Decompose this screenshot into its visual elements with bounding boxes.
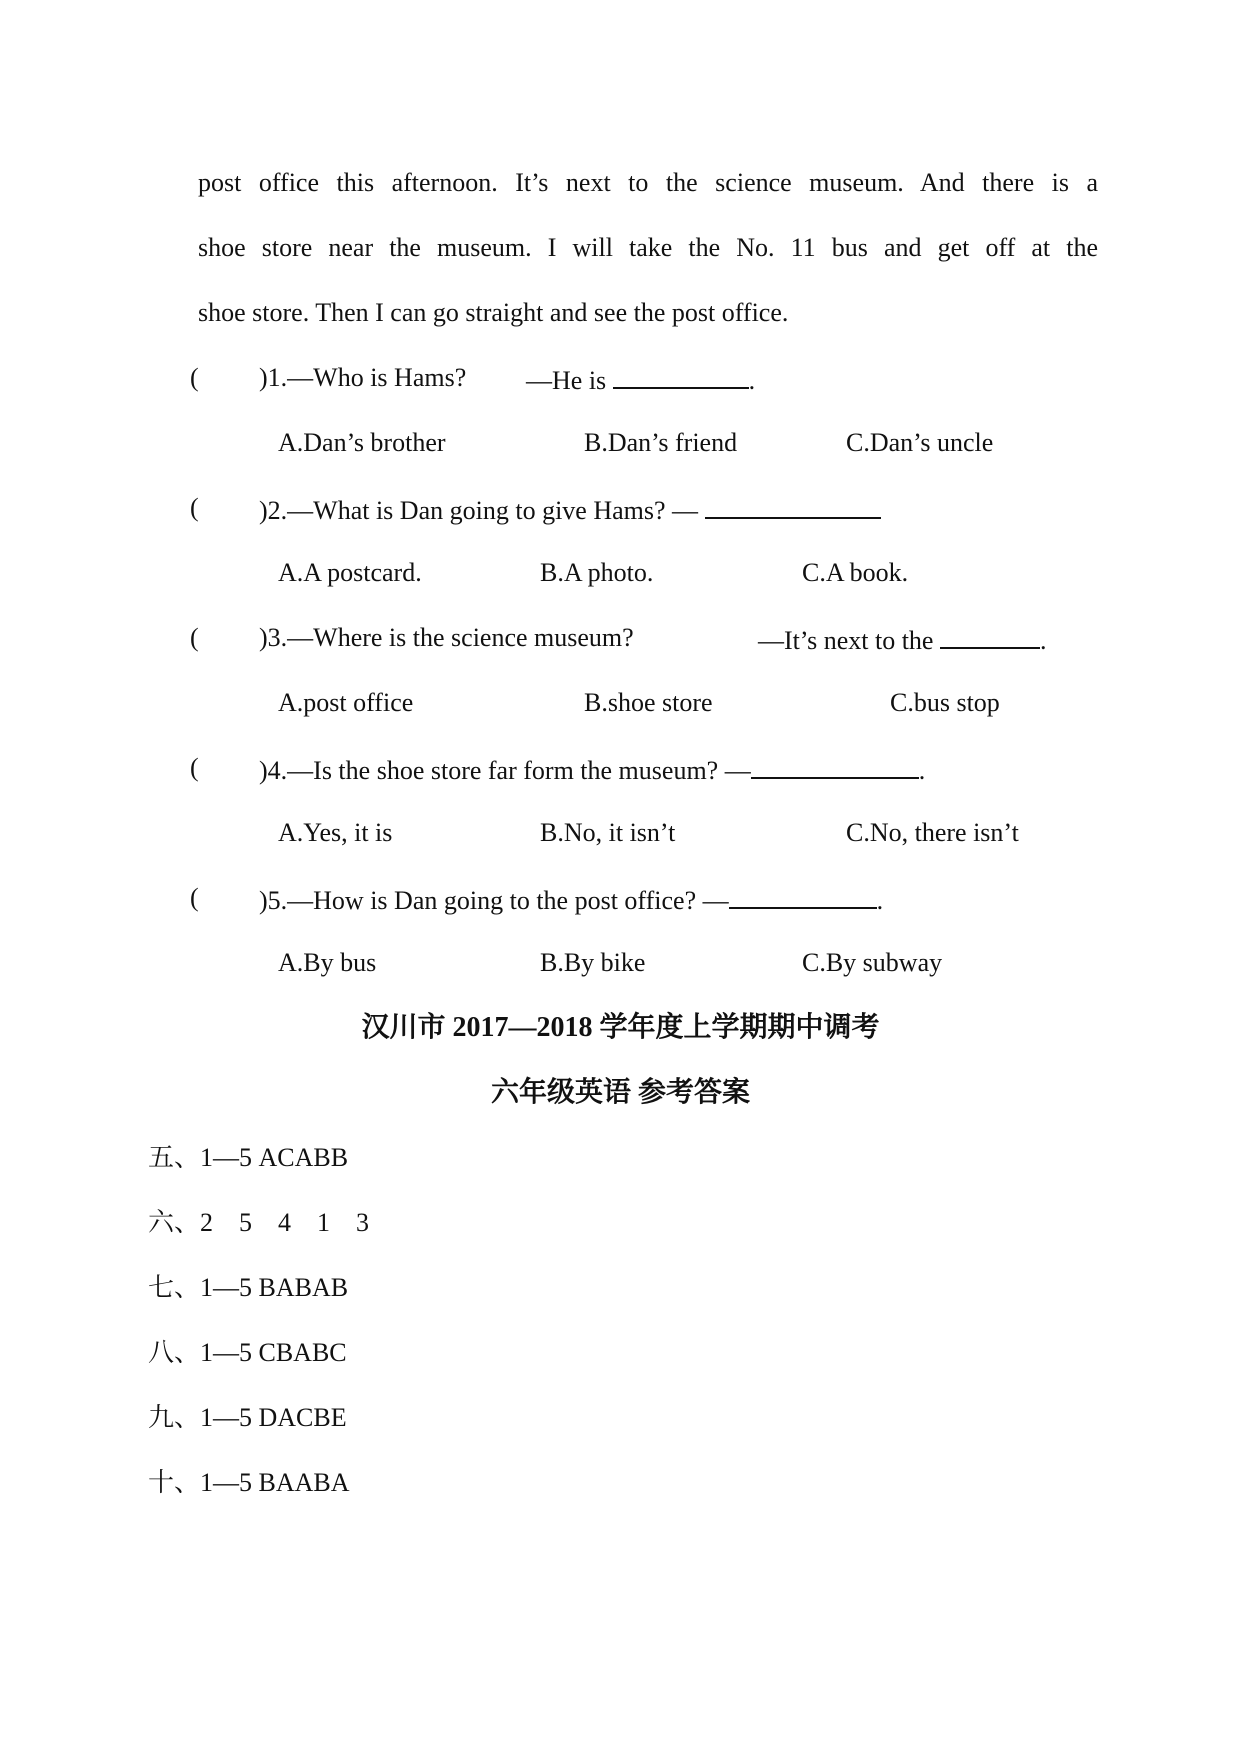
passage-line-2: shoe store near the museum. I will take the No. 11 bus and get off at the	[198, 233, 1098, 262]
option-c[interactable]: C.By subway	[802, 948, 943, 977]
answer-row: 七、1—5 BABAB	[148, 1273, 349, 1302]
answer-blank[interactable]	[751, 753, 919, 779]
option-b[interactable]: B.By bike	[540, 948, 646, 977]
answer-paren[interactable]: (	[190, 493, 199, 522]
answer-key-subtitle: 六年级英语 参考答案	[490, 1077, 750, 1108]
answer-row: 五、1—5 ACABB	[148, 1143, 349, 1172]
question-prompt: )5.—How is Dan going to the post office? — .	[259, 883, 883, 916]
question-prompt: )2.—What is Dan going to give Hams? —	[259, 493, 881, 526]
answer-key-title: 汉川市 2017—2018 学年度上学期期中调考	[361, 1012, 880, 1043]
answer-row: 八、1—5 CBABC	[148, 1338, 347, 1367]
option-b[interactable]: B.A photo.	[540, 558, 654, 587]
option-c[interactable]: C.bus stop	[890, 688, 1000, 717]
question-prompt: )4.—Is the shoe store far form the museum? — .	[259, 753, 925, 786]
answer-row: 九、1—5 DACBE	[148, 1403, 347, 1432]
option-b[interactable]: B.shoe store	[584, 688, 713, 717]
answer-paren[interactable]: (	[190, 623, 199, 652]
answer-blank[interactable]	[940, 623, 1040, 649]
answer-blank[interactable]	[613, 363, 749, 389]
option-b[interactable]: B.Dan’s friend	[584, 428, 738, 457]
answer-row: 六、2 5 4 1 3	[148, 1208, 370, 1237]
passage-line-1: post office this afternoon. It’s next to the science museum. And there is a	[198, 168, 1098, 197]
option-a[interactable]: A.Yes, it is	[278, 818, 393, 847]
question-prompt: )3.—Where is the science museum?	[259, 623, 634, 652]
answer-paren[interactable]: (	[190, 883, 199, 912]
answer-blank[interactable]	[705, 493, 881, 519]
option-a[interactable]: A.post office	[278, 688, 414, 717]
question-prompt: )1.—Who is Hams?	[259, 363, 467, 392]
option-c[interactable]: C.No, there isn’t	[846, 818, 1019, 847]
answer-paren[interactable]: (	[190, 363, 199, 392]
option-a[interactable]: A.By bus	[278, 948, 377, 977]
question-answer-line: —He is .	[526, 363, 755, 396]
option-c[interactable]: C.A book.	[802, 558, 909, 587]
option-c[interactable]: C.Dan’s uncle	[846, 428, 994, 457]
answer-row: 十、1—5 BAABA	[148, 1468, 350, 1497]
option-a[interactable]: A.Dan’s brother	[278, 428, 446, 457]
answer-paren[interactable]: (	[190, 753, 199, 782]
passage-line-3: shoe store. Then I can go straight and see the post office.	[198, 298, 789, 327]
answer-blank[interactable]	[729, 883, 877, 909]
option-b[interactable]: B.No, it isn’t	[540, 818, 676, 847]
question-answer-line: —It’s next to the .	[758, 623, 1046, 656]
option-a[interactable]: A.A postcard.	[278, 558, 422, 587]
